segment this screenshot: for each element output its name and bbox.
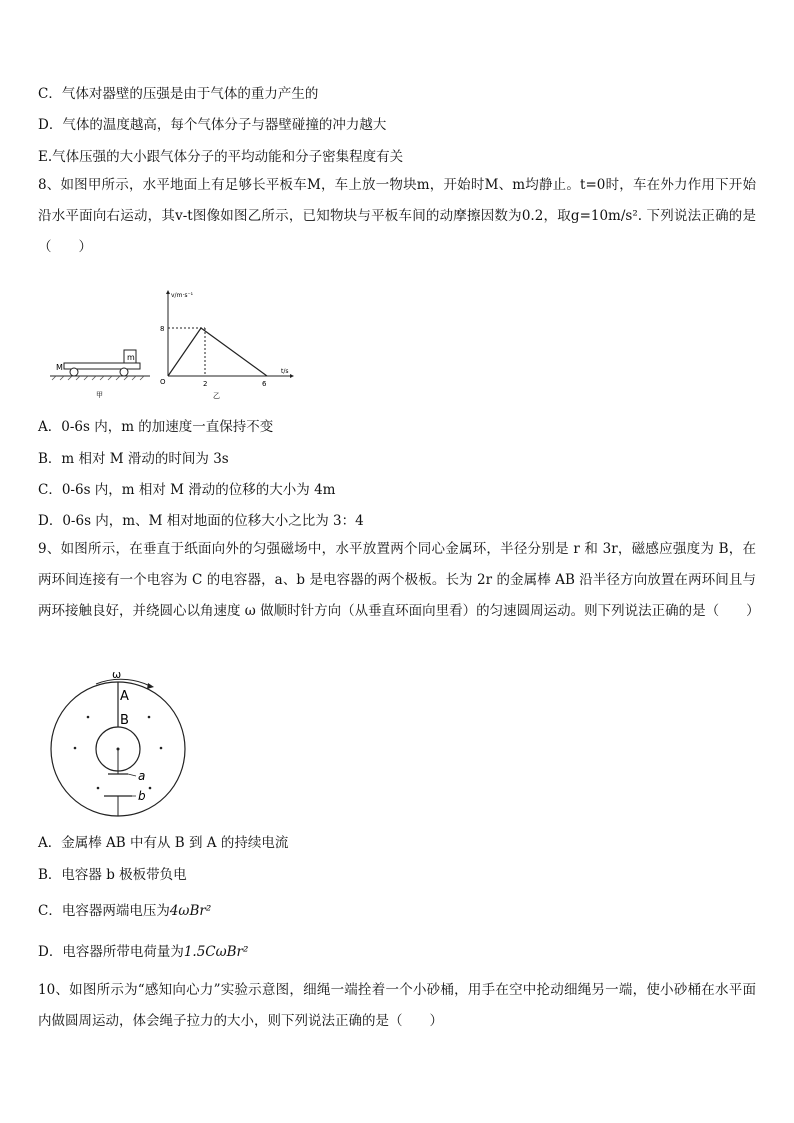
q7-option-e: E.气体压强的大小跟气体分子的平均动能和分子密集程度有关	[38, 149, 404, 165]
label-a-plate: a	[138, 769, 146, 783]
q9-option-c-text: C．电容器两端电压为	[38, 903, 170, 919]
label-b-point: B	[120, 713, 129, 728]
caption-right: 乙	[213, 392, 220, 400]
q8-option-d: D．0-6s 内，m、M 相对地面的位移大小之比为 3：4	[38, 513, 364, 529]
x-tick-2: 2	[203, 380, 208, 388]
q8-stem: 8、如图甲所示，水平地面上有足够长平板车M，车上放一物块m，开始时M、m均静止。t=0时，车在外力作用下开始沿水平面向右运动，其v-t图像如图乙所示，已知物块与平板车间的动摩擦因数为0.2，取g=10m/s². 下列说法正确的是（ ）	[38, 177, 756, 255]
y-axis-label: v/m·s⁻¹	[171, 292, 194, 299]
q7-option-c: C．气体对器壁的压强是由于气体的重力产生的	[38, 86, 319, 102]
y-tick-8: 8	[160, 325, 165, 333]
q8-option-a: A．0-6s 内，m 的加速度一直保持不变	[38, 419, 274, 435]
q9-option-b: B．电容器 b 极板带负电	[38, 867, 187, 883]
q8-option-b: B．m 相对 M 滑动的时间为 3s	[38, 451, 229, 467]
q9-option-c	[38, 899, 211, 919]
q10-stem: 10、如图所示为“感知向心力”实验示意图，细绳一端拴着一个小砂桶，用手在空中抡动细绳另一端，使小砂桶在水平面内做圆周运动，体会绳子拉力的大小，则下列说法正确的是（ ）	[38, 982, 756, 1029]
q9-figure	[38, 664, 198, 824]
label-a-point: A	[120, 689, 129, 704]
q9-option-d-formula: 1.5CωBr²	[183, 944, 249, 960]
caption-left: 甲	[96, 391, 103, 399]
q9-option-a: A．金属棒 AB 中有从 B 到 A 的持续电流	[38, 835, 289, 851]
x-axis-label: t/s	[281, 368, 289, 375]
q9-option-c-formula: 4ωBr²	[169, 903, 212, 919]
q9-option-d	[38, 940, 248, 960]
q7-option-d: D．气体的温度越高，每个气体分子与器壁碰撞的冲力越大	[38, 117, 387, 133]
q9-option-d-text: D．电容器所带电荷量为	[38, 944, 184, 960]
q9-stem: 9、如图所示，在垂直于纸面向外的匀强磁场中，水平放置两个同心金属环，半径分别是 r 和 3r，磁感应强度为 B，在两环间连接有一个电容为 C 的电容器，a、b 是电容器的两个极板。长为 2r 的金属棒 AB 沿半径方向放置在两环间且与两环接触良好，并绕圆心以角速度 ω 做顺时针方向（从垂直环面向里看）的匀速圆周运动。则下列说法正确的是（ ）	[38, 541, 760, 619]
cart-label: M	[56, 363, 63, 372]
block-label: m	[127, 353, 135, 362]
omega-label: ω	[112, 668, 122, 681]
x-tick-6: 6	[262, 380, 267, 388]
velocity-series-line	[168, 328, 267, 376]
q8-option-c: C．0-6s 内，m 相对 M 滑动的位移的大小为 4m	[38, 482, 336, 498]
q8-figure	[38, 280, 298, 405]
origin-label: O	[160, 378, 166, 386]
label-b-plate: b	[138, 789, 146, 803]
